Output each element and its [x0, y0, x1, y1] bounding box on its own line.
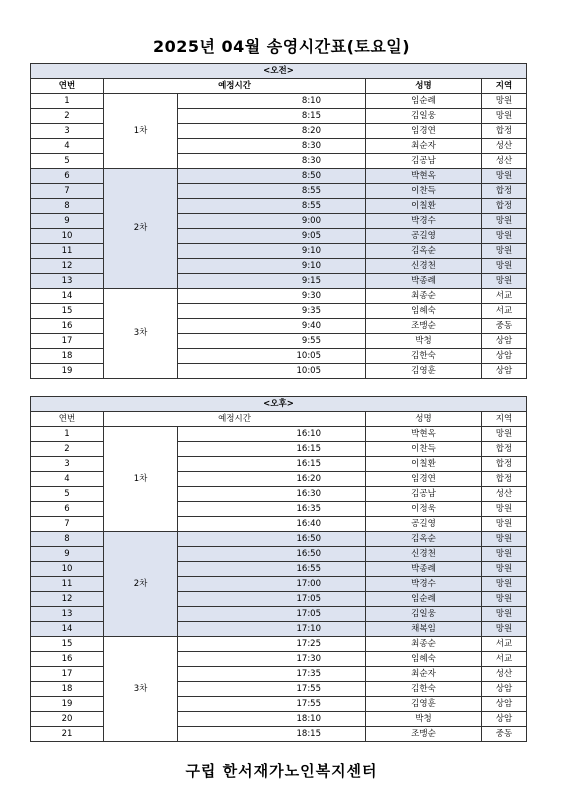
person-name: 박청: [366, 334, 482, 349]
person-name: 박경수: [366, 214, 482, 229]
table-row: [31, 289, 527, 304]
row-number: 19: [31, 697, 104, 712]
person-name: 최순자: [366, 667, 482, 682]
region: 성산: [482, 487, 527, 502]
person-name: 박종례: [366, 274, 482, 289]
scheduled-time: 10:05: [178, 349, 366, 364]
region: 망원: [482, 214, 527, 229]
row-number: 3: [31, 457, 104, 472]
person-name: 김영훈: [366, 364, 482, 379]
region: 망원: [482, 592, 527, 607]
column-header-name: 성명: [366, 79, 482, 94]
table-row: [31, 637, 527, 652]
row-number: 14: [31, 289, 104, 304]
row-number: 7: [31, 517, 104, 532]
region: 성산: [482, 154, 527, 169]
group-label: 2차: [104, 532, 178, 637]
region: 망원: [482, 259, 527, 274]
scheduled-time: 9:10: [178, 244, 366, 259]
scheduled-time: 9:05: [178, 229, 366, 244]
scheduled-time: 17:30: [178, 652, 366, 667]
person-name: 최종순: [366, 289, 482, 304]
person-name: 임순례: [366, 94, 482, 109]
person-name: 이칠환: [366, 457, 482, 472]
scheduled-time: 16:15: [178, 457, 366, 472]
person-name: 임경연: [366, 472, 482, 487]
region: 망원: [482, 517, 527, 532]
region: 중동: [482, 727, 527, 742]
scheduled-time: 9:10: [178, 259, 366, 274]
organization-name: 구립 한서재가노인복지센터: [185, 762, 378, 780]
scheduled-time: 16:35: [178, 502, 366, 517]
region: 합정: [482, 472, 527, 487]
person-name: 박청: [366, 712, 482, 727]
region: 상암: [482, 682, 527, 697]
row-number: 13: [31, 274, 104, 289]
person-name: 임경연: [366, 124, 482, 139]
row-number: 1: [31, 427, 104, 442]
row-number: 10: [31, 229, 104, 244]
person-name: 이칠환: [366, 199, 482, 214]
person-name: 김공남: [366, 154, 482, 169]
person-name: 신경천: [366, 259, 482, 274]
scheduled-time: 8:55: [178, 199, 366, 214]
row-number: 2: [31, 442, 104, 457]
row-number: 9: [31, 214, 104, 229]
region: 성산: [482, 139, 527, 154]
table-row: [31, 94, 527, 109]
row-number: 8: [31, 199, 104, 214]
afternoon-schedule-table: [30, 396, 527, 742]
row-number: 6: [31, 169, 104, 184]
row-number: 13: [31, 607, 104, 622]
row-number: 18: [31, 349, 104, 364]
person-name: 최종순: [366, 637, 482, 652]
section-header-afternoon: <오후>: [31, 397, 527, 412]
scheduled-time: 16:50: [178, 532, 366, 547]
region: 합정: [482, 184, 527, 199]
person-name: 김공남: [366, 487, 482, 502]
person-name: 박현옥: [366, 427, 482, 442]
region: 상암: [482, 349, 527, 364]
row-number: 19: [31, 364, 104, 379]
scheduled-time: 8:15: [178, 109, 366, 124]
scheduled-time: 9:40: [178, 319, 366, 334]
region: 합정: [482, 457, 527, 472]
row-number: 16: [31, 319, 104, 334]
row-number: 4: [31, 472, 104, 487]
scheduled-time: 8:20: [178, 124, 366, 139]
scheduled-time: 17:55: [178, 682, 366, 697]
region: 망원: [482, 562, 527, 577]
scheduled-time: 18:15: [178, 727, 366, 742]
scheduled-time: 16:30: [178, 487, 366, 502]
page-title: 2025년 04월 송영시간표(토요일): [152, 37, 411, 56]
region: 망원: [482, 577, 527, 592]
region: 망원: [482, 244, 527, 259]
region: 망원: [482, 94, 527, 109]
scheduled-time: 8:30: [178, 139, 366, 154]
row-number: 15: [31, 637, 104, 652]
row-number: 16: [31, 652, 104, 667]
person-name: 김한숙: [366, 682, 482, 697]
person-name: 박현옥: [366, 169, 482, 184]
row-number: 17: [31, 334, 104, 349]
row-number: 21: [31, 727, 104, 742]
table-row: [31, 169, 527, 184]
scheduled-time: 16:15: [178, 442, 366, 457]
person-name: 채복임: [366, 622, 482, 637]
person-name: 공길영: [366, 517, 482, 532]
person-name: 임혜숙: [366, 652, 482, 667]
region: 서교: [482, 304, 527, 319]
region: 망원: [482, 229, 527, 244]
row-number: 11: [31, 244, 104, 259]
scheduled-time: 8:55: [178, 184, 366, 199]
row-number: 14: [31, 622, 104, 637]
region: 망원: [482, 274, 527, 289]
scheduled-time: 17:05: [178, 607, 366, 622]
group-label: 2차: [104, 169, 178, 289]
region: 망원: [482, 109, 527, 124]
person-name: 김옥순: [366, 244, 482, 259]
scheduled-time: 17:00: [178, 577, 366, 592]
scheduled-time: 16:55: [178, 562, 366, 577]
scheduled-time: 8:50: [178, 169, 366, 184]
row-number: 1: [31, 94, 104, 109]
row-number: 5: [31, 154, 104, 169]
scheduled-time: 9:00: [178, 214, 366, 229]
morning-schedule-table: [30, 63, 527, 379]
scheduled-time: 9:55: [178, 334, 366, 349]
row-number: 5: [31, 487, 104, 502]
scheduled-time: 16:10: [178, 427, 366, 442]
table-row: [31, 532, 527, 547]
column-header-time: 예정시간: [104, 79, 366, 94]
row-number: 9: [31, 547, 104, 562]
region: 망원: [482, 169, 527, 184]
row-number: 4: [31, 139, 104, 154]
row-number: 11: [31, 577, 104, 592]
person-name: 김영훈: [366, 697, 482, 712]
column-header-time: 예정시간: [104, 412, 366, 427]
scheduled-time: 17:35: [178, 667, 366, 682]
person-name: 공길영: [366, 229, 482, 244]
person-name: 이정욱: [366, 502, 482, 517]
row-number: 8: [31, 532, 104, 547]
row-number: 3: [31, 124, 104, 139]
region: 합정: [482, 124, 527, 139]
region: 망원: [482, 607, 527, 622]
person-name: 김일웅: [366, 607, 482, 622]
scheduled-time: 9:15: [178, 274, 366, 289]
person-name: 이찬득: [366, 184, 482, 199]
person-name: 김옥순: [366, 532, 482, 547]
row-number: 17: [31, 667, 104, 682]
scheduled-time: 8:30: [178, 154, 366, 169]
row-number: 7: [31, 184, 104, 199]
person-name: 김일웅: [366, 109, 482, 124]
person-name: 임혜숙: [366, 304, 482, 319]
row-number: 12: [31, 592, 104, 607]
region: 상암: [482, 364, 527, 379]
scheduled-time: 17:10: [178, 622, 366, 637]
scheduled-time: 17:55: [178, 697, 366, 712]
person-name: 신경천: [366, 547, 482, 562]
person-name: 김한숙: [366, 349, 482, 364]
region: 성산: [482, 667, 527, 682]
region: 망원: [482, 622, 527, 637]
column-header-region: 지역: [482, 79, 527, 94]
region: 망원: [482, 502, 527, 517]
scheduled-time: 17:05: [178, 592, 366, 607]
region: 합정: [482, 199, 527, 214]
scheduled-time: 10:05: [178, 364, 366, 379]
region: 상암: [482, 712, 527, 727]
person-name: 조맹순: [366, 727, 482, 742]
column-header-no: 연번: [31, 79, 104, 94]
section-header-morning: <오전>: [31, 64, 527, 79]
person-name: 조맹순: [366, 319, 482, 334]
region: 망원: [482, 532, 527, 547]
region: 합정: [482, 442, 527, 457]
person-name: 최순자: [366, 139, 482, 154]
row-number: 12: [31, 259, 104, 274]
row-number: 10: [31, 562, 104, 577]
scheduled-time: 8:10: [178, 94, 366, 109]
column-header-name: 성명: [366, 412, 482, 427]
scheduled-time: 16:20: [178, 472, 366, 487]
scheduled-time: 16:40: [178, 517, 366, 532]
row-number: 20: [31, 712, 104, 727]
group-label: 1차: [104, 94, 178, 169]
region: 서교: [482, 652, 527, 667]
column-header-region: 지역: [482, 412, 527, 427]
group-label: 1차: [104, 427, 178, 532]
row-number: 6: [31, 502, 104, 517]
region: 망원: [482, 547, 527, 562]
person-name: 이찬득: [366, 442, 482, 457]
table-row: [31, 427, 527, 442]
row-number: 18: [31, 682, 104, 697]
region: 상암: [482, 334, 527, 349]
group-label: 3차: [104, 289, 178, 379]
region: 상암: [482, 697, 527, 712]
scheduled-time: 17:25: [178, 637, 366, 652]
region: 망원: [482, 427, 527, 442]
person-name: 박종례: [366, 562, 482, 577]
region: 서교: [482, 637, 527, 652]
scheduled-time: 9:35: [178, 304, 366, 319]
person-name: 박경수: [366, 577, 482, 592]
scheduled-time: 16:50: [178, 547, 366, 562]
row-number: 15: [31, 304, 104, 319]
row-number: 2: [31, 109, 104, 124]
region: 중동: [482, 319, 527, 334]
column-header-no: 연번: [31, 412, 104, 427]
scheduled-time: 9:30: [178, 289, 366, 304]
group-label: 3차: [104, 637, 178, 742]
region: 서교: [482, 289, 527, 304]
person-name: 임순례: [366, 592, 482, 607]
scheduled-time: 18:10: [178, 712, 366, 727]
